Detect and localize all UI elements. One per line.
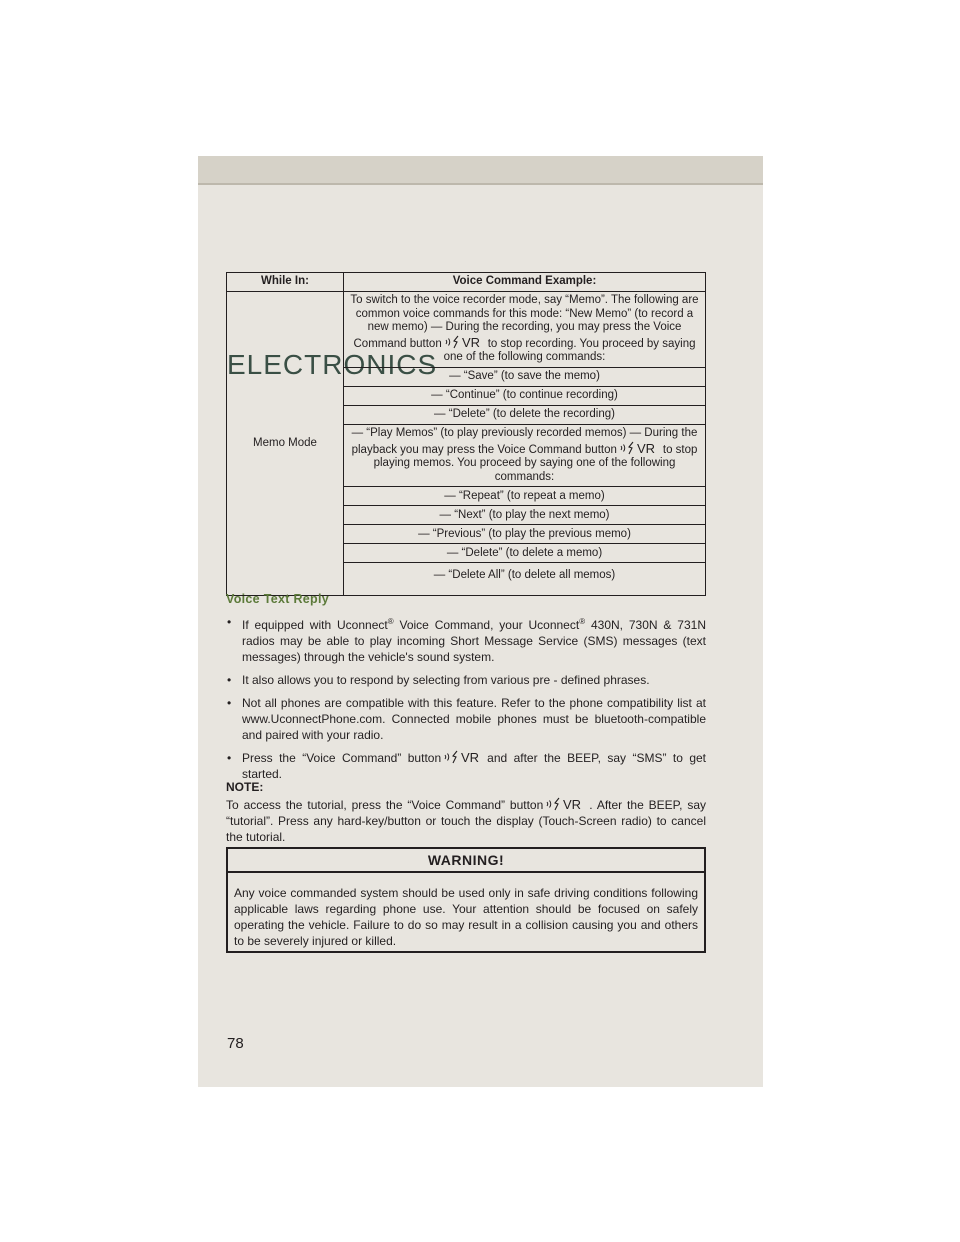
page-number: 78: [227, 1035, 244, 1052]
bullet-glyph: •: [227, 673, 232, 687]
bullet-glyph: •: [227, 696, 232, 710]
col-header-voice-command: Voice Command Example:: [344, 273, 706, 292]
item-text: Not all phones are compatible with this feature. Refer to the phone compatibility list at www.UconnectPhone.com. Connected mobile phones must be bluetooth-compatible and paired with your radio.: [242, 696, 706, 742]
voice-text-reply-list: [226, 614, 706, 789]
table-cell: — “Save” (to save the memo): [344, 367, 706, 386]
table-cell: — “Delete” (to delete a memo): [344, 544, 706, 563]
header-band: [198, 156, 763, 183]
cell-text: — “Play Memos” (to play previously recorded memos) — During the playback you may press the Voice Command button: [351, 426, 698, 456]
table-cell: — “Previous” (to play the previous memo): [344, 525, 706, 544]
warning-body: Any voice commanded system should be used only in safe driving conditions following applicable laws regarding phone use. Your attention should be focused on safely operating the vehicle. Failure to do so may result in a collision causing you and others to be severely injured or killed.: [234, 886, 698, 948]
table-cell: — “Delete All” (to delete all memos): [344, 563, 706, 596]
cell-text: to stop playing memos. You proceed by saying one of the following commands:: [373, 443, 698, 483]
table-cell: — “Continue” (to continue recording): [344, 386, 706, 405]
cell-text: to stop recording. You proceed by saying one of the following commands:: [443, 337, 696, 364]
item-text: Voice Command, your Uconnect: [399, 618, 580, 632]
list-item: [226, 750, 706, 782]
voice-command-icon: [620, 441, 660, 455]
item-text: Press the “Voice Command” button: [242, 751, 442, 765]
voice-command-icon: [444, 750, 484, 764]
table-cell: — “Next” (to play the next memo): [344, 506, 706, 525]
voice-command-table: [226, 272, 706, 596]
list-item: [226, 695, 706, 743]
registered-mark: ®: [387, 617, 394, 626]
item-text: 430N, 730N & 731N radios may be able to play incoming Short Message Service (SMS) messages (text messages) through the vehicle's sound system.: [242, 618, 706, 664]
svg-text:VR: VR: [636, 440, 655, 455]
voice-command-icon: [445, 335, 485, 349]
svg-text:VR: VR: [461, 334, 480, 349]
mode-cell: Memo Mode: [227, 292, 344, 596]
list-item: [226, 672, 706, 688]
item-text: It also allows you to respond by selecting from various pre - defined phrases.: [242, 673, 650, 687]
list-item: [226, 614, 706, 665]
table-cell: [344, 292, 706, 368]
svg-text:VR: VR: [461, 750, 480, 764]
header-rule: [198, 183, 763, 185]
bullet-glyph: •: [227, 615, 232, 629]
svg-text:VR: VR: [563, 797, 582, 811]
note-text-part: . After the BEEP, say “tutorial”. Press any hard-key/button or touch the display (Touch-Screen radio) to cancel the tutorial.: [226, 798, 706, 844]
item-text: If equipped with Uconnect: [242, 618, 388, 632]
cell-text: To switch to the voice recorder mode, say “Memo”. The following are common voice commands for this mode: “New Memo” (to record a new memo) — During the recording, you may press the Voice Command button: [350, 294, 699, 350]
note-text: [226, 797, 706, 845]
voice-command-icon: [546, 797, 586, 811]
note-label: NOTE:: [226, 780, 264, 794]
item-text: and after the BEEP, say “SMS” to get started.: [242, 751, 707, 781]
voice-text-reply-heading: Voice Text Reply: [226, 592, 329, 606]
note-text-part: To access the tutorial, press the “Voice Command” button: [226, 798, 544, 812]
registered-mark: ®: [579, 617, 586, 626]
col-header-while-in: While In:: [227, 273, 344, 292]
table-cell: — “Delete” (to delete the recording): [344, 405, 706, 424]
table-cell: — “Repeat” (to repeat a memo): [344, 487, 706, 506]
warning-title: WARNING!: [228, 849, 704, 873]
bullet-glyph: •: [227, 751, 232, 765]
section-title: ELECTRONICS: [227, 349, 438, 380]
table-row: [227, 292, 706, 368]
table-header-row: [227, 273, 706, 292]
warning-box: [226, 847, 706, 953]
table-cell: [344, 424, 706, 486]
